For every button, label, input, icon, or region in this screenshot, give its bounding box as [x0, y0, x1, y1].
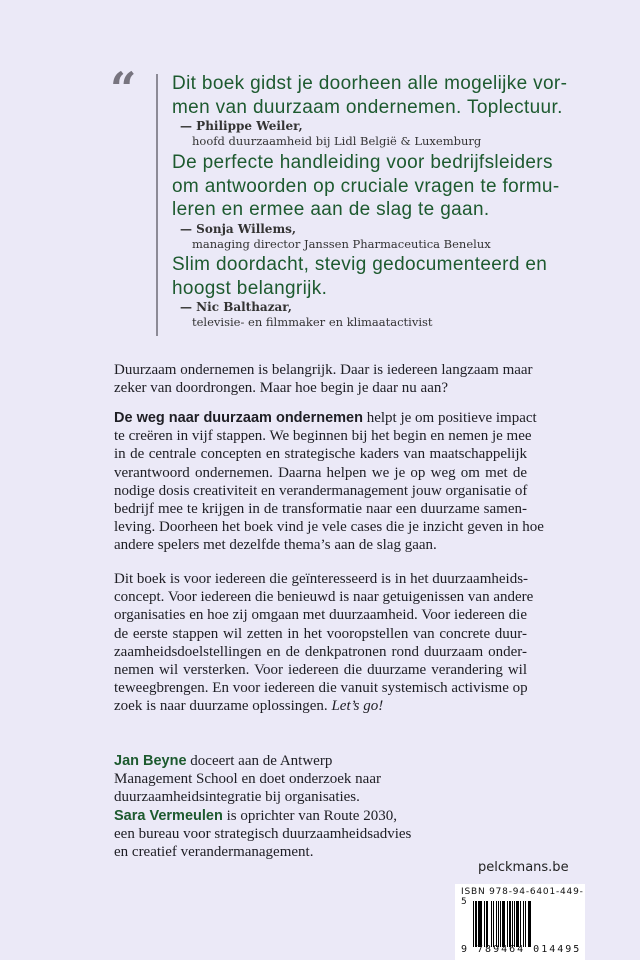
text-line: teweegbrengen. En voor iedereen die vanuit systemisch activisme op — [114, 680, 528, 697]
description-paragraph — [114, 409, 544, 555]
text-line: Duurzaam ondernemen is belangrijk. Daar is iedereen langzaam maar — [114, 362, 533, 378]
text-line: duurzaamheidsintegratie bij organisaties. — [114, 789, 360, 806]
quote-author: — Nic Balthazar, — [180, 300, 292, 314]
author-bio-2 — [114, 807, 534, 862]
text-line: doceert aan de Antwerp — [190, 753, 333, 769]
author-name: Jan Beyne — [114, 753, 187, 769]
text-line: helpt je om positieve impact — [366, 410, 537, 426]
intro-paragraph — [114, 361, 533, 397]
quote-role: hoofd duurzaamheid bij Lidl België & Luxemburg — [192, 134, 482, 148]
text-line: nemen wil versterken. Voor iedereen die duurzame verandering wil — [114, 662, 527, 679]
barcode-digits: 9 789464 014495 — [461, 944, 582, 955]
text-line: verantwoord ondernemen. Daarna helpen we je op weg om met de — [114, 464, 527, 481]
text-line: is oprichter van Route 2030, — [226, 808, 397, 824]
author-name: Sara Vermeulen — [114, 808, 223, 824]
opening-quote-icon: “ — [110, 62, 133, 116]
book-title: De weg naar duurzaam ondernemen — [114, 410, 363, 426]
text-line: en creatief verandermanagement. — [114, 844, 314, 861]
author-bio-1 — [114, 752, 534, 807]
quote-line: men van duurzaam ondernemen. Toplectuur. — [172, 96, 563, 118]
text-line: in de centrale concepten en strategische kaders van maatschappelijk — [114, 446, 527, 463]
text-line: andere spelers met dezelfde thema’s aan de slag gaan. — [114, 537, 437, 554]
text-line: Management School en doet onderzoek naar — [114, 771, 381, 788]
publisher-website: pelckmans.be — [478, 860, 569, 875]
text-line: zeker van doordrongen. Maar hoe begin je daar nu aan? — [114, 380, 449, 397]
text-line: te creëren in vijf stappen. We beginnen bij het begin en nemen je mee — [114, 428, 532, 445]
quote-line: om antwoorden op cruciale vragen te formu- — [172, 175, 560, 197]
quote-author: — Sonja Willems, — [180, 221, 297, 236]
testimonial-1 — [172, 72, 568, 149]
text-line: de eerste stappen wil zetten in het vooropstellen van concrete duur- — [114, 625, 527, 642]
quote-role: managing director Janssen Pharmaceutica Benelux — [192, 236, 491, 251]
text-line: zoek is naar duurzame oplossingen. — [114, 698, 328, 715]
isbn-number: ISBN 978-94-6401-449-5 — [461, 887, 584, 907]
quote-line: leren en ermee aan de slag te gaan. — [172, 199, 490, 220]
text-line: Dit boek is voor iedereen die geïnteresseerd is in het duurzaamheids- — [114, 571, 529, 587]
text-line: een bureau voor strategisch duurzaamheidsadvies — [114, 826, 412, 843]
closing-phrase: Let’s go! — [331, 698, 384, 715]
quote-role: televisie- en filmmaker en klimaatactivist — [192, 315, 433, 329]
quote-line: De perfecte handleiding voor bedrijfsleiders — [172, 152, 553, 173]
barcode-bars — [473, 901, 576, 947]
testimonial-3 — [172, 253, 548, 330]
audience-paragraph — [114, 570, 534, 716]
text-line: leving. Doorheen het boek vind je vele cases die je inzicht geven in hoe — [114, 519, 544, 536]
isbn-barcode — [455, 884, 585, 960]
quote-divider — [156, 74, 158, 336]
quote-line: Slim doordacht, stevig gedocumenteerd en — [172, 254, 548, 275]
text-line: zaamheidsdoelstellingen en de denkpatronen rond duurzaam onder- — [114, 643, 527, 660]
quote-line: hoogst belangrijk. — [172, 277, 328, 299]
testimonial-2 — [172, 151, 560, 252]
barcode-bar — [531, 901, 532, 947]
text-line: bedrijf mee te krijgen in de transformatie naar een duurzame samen- — [114, 501, 527, 518]
quote-line: Dit boek gidst je doorheen alle mogelijke vor- — [172, 73, 568, 94]
text-line: concept. Voor iedereen die benieuwd is naar getuigenissen van andere — [114, 589, 534, 606]
text-line: nodige dosis creativiteit en verandermanagement jouw organisatie of — [114, 482, 528, 499]
quote-author: — Philippe Weiler, — [180, 119, 303, 133]
text-line: organisaties en hoe zij omgaan met duurzaamheid. Voor iedereen die — [114, 607, 527, 624]
